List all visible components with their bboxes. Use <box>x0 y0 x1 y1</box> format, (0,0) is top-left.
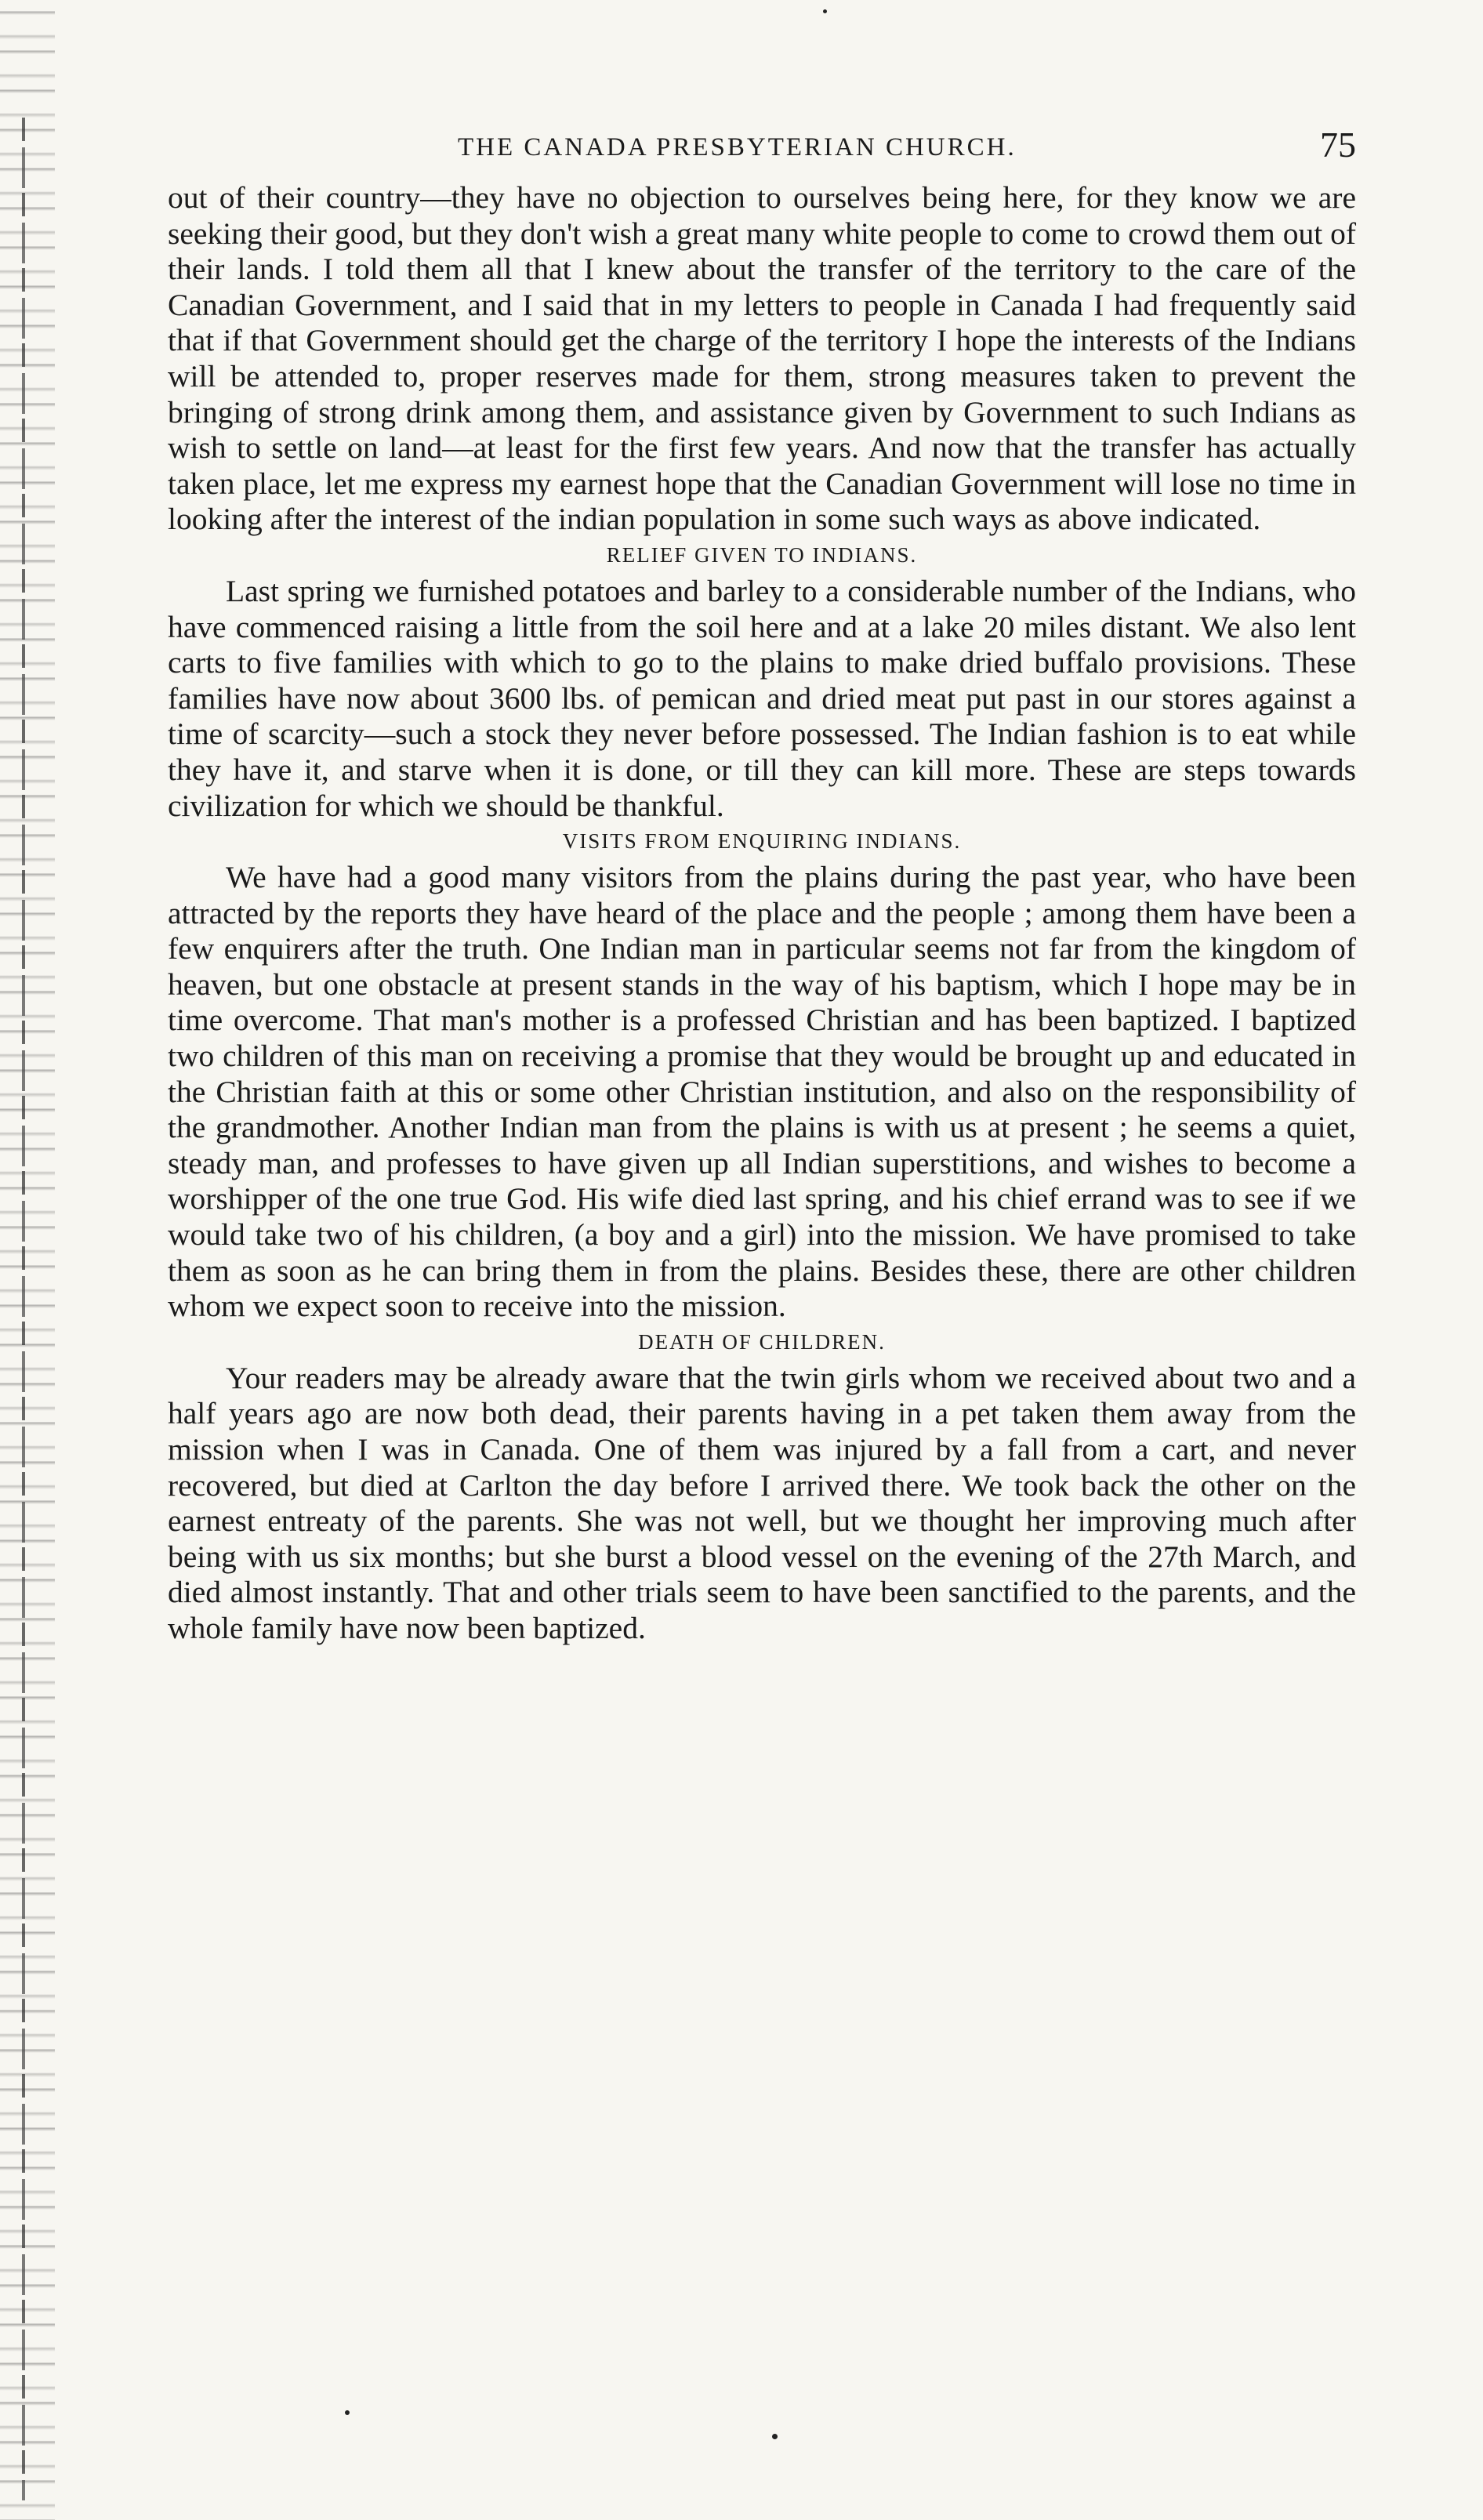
page-number: 75 <box>1320 125 1356 165</box>
section-body-death: Your readers may be already aware that the twin girls whom we received about two and a half years ago are now both dead, their parents having in a pet taken them away from the mission when I was in Canada. One of them was injured by a fall from a cart, and never recovered, but died at Carlton the day before I arrived there. We took back the other on the earnest entreaty of the parents. She was not well, but we thought her improving much after being with us six months; but she burst a blood vessel on the evening of the 27th March, and died almost instantly. That and other trials seem to have been sanctified to the parents, and the whole family have now been baptized. <box>168 1360 1356 1645</box>
binding-stitch-line <box>22 118 25 2500</box>
ink-speck <box>345 2410 350 2415</box>
section-body-visits: We have had a good many visitors from the plains during the past year, who have been attracted by the reports they have heard of the place and the people ; among them have been a few enquirers after the truth. One Indian man in particular seems not far from the kingdom of heaven, but one obstacle at present stands in the way of his baptism, which I hope may be in time overcome. That man's mother is a professed Christian and has been baptized. I baptized two children of this man on receiving a promise that they would be brought up and educated in the Christian faith at this or some other Christian institution, and also on the responsibility of the grandmother. Another Indian man from the plains is with us at present ; he seems a quiet, steady man, and professes to have given up all Indian superstitions, and wishes to become a worshipper of the one true God. His wife died last spring, and his chief errand was to see if we would take two of his children, (a boy and a girl) into the mission. We have promised to take them as soon as he can bring them in from the plains. Besides these, there are other children whom we expect soon to receive into the mission. <box>168 860 1356 1324</box>
document-page <box>168 118 1356 1647</box>
section-body-relief: Last spring we furnished potatoes and barley to a considerable number of the Indians, who have commenced raising a little from the soil here and at a lake 20 miles distant. We also lent carts to five families with which to go to the plains to make dried buffalo provisions. These families have now about 3600 lbs. of pemican and dried meat put past in our stores against a time of scarcity—such a stock they never before possessed. The Indian fashion is to eat while they have it, and starve when it is done, or till they can kill more. These are steps towards civilization for which we should be thankful. <box>168 573 1356 823</box>
section-heading-visits: VISITS FROM ENQUIRING INDIANS. <box>562 829 962 854</box>
paragraph-continuation: out of their country—they have no objection to ourselves being here, for they know we are seeking their good, but they don't wish a great many white people to come to crowd them out of their lands. I told them all that I knew about the transfer of the territory to the care of the Canadian Government, and I said that in my letters to people in Canada I had frequently said that if that Government should get the charge of the territory I hope the interests of the Indians will be attended to, proper reserves made for them, strong measures taken to prevent the bringing of strong drink among them, and assistance given by Government to such Indians as wish to settle on land—at least for the first few years. And now that the transfer has actually taken place, let me express my earnest hope that the Canadian Government will lose no time in looking after the interest of the indian population in some such ways as above indicated. <box>168 180 1356 537</box>
running-title: THE CANADA PRESBYTERIAN CHURCH. <box>458 133 1017 161</box>
page-binding-edge <box>0 0 55 2520</box>
running-header <box>168 118 1356 172</box>
section-heading-relief: RELIEF GIVEN TO INDIANS. <box>606 542 918 567</box>
ink-speck <box>772 2434 778 2439</box>
ink-speck <box>823 9 827 13</box>
section-heading-death: DEATH OF CHILDREN. <box>638 1329 886 1354</box>
